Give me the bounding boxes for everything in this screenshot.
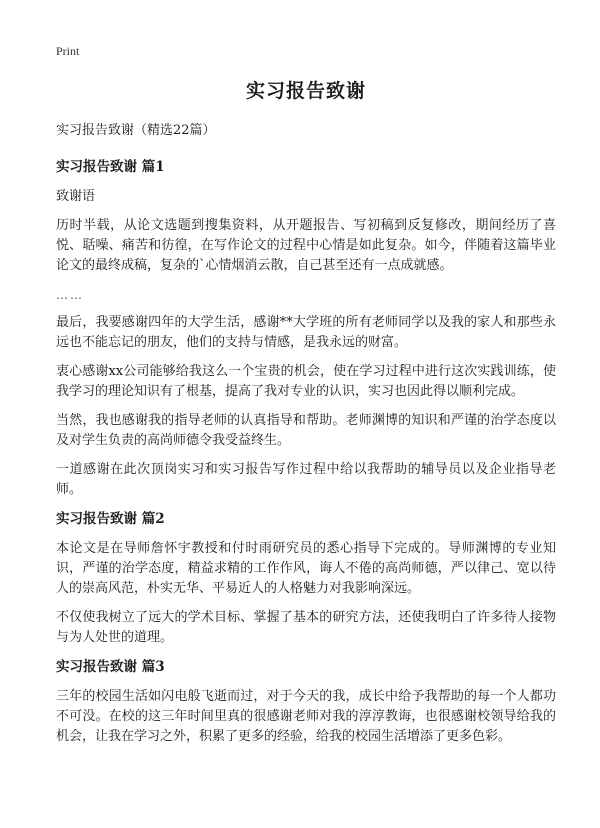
paragraph: 历时半载，从论文选题到搜集资料，从开题报告、写初稿到反复修改，期间经历了喜悦、聒噪、痛苦和彷徨，在写作论文的过程中心情是如此复杂。如今，伴随着这篇毕业论文的最终成稿，复杂的`心情烟消云散，自己甚至还有一点成就感。 — [56, 218, 556, 273]
paragraph: 一道感谢在此次顶岗实习和实习报告写作过程中给以我帮助的辅导员以及企业指导老师。 — [56, 462, 556, 497]
paragraph: 不仅使我树立了远大的学术目标、掌握了基本的研究方法，还使我明白了许多待人接物与为人处世的道理。 — [56, 610, 556, 645]
paragraph: 致谢语 — [56, 189, 96, 204]
ellipsis: …… — [56, 288, 84, 302]
section-1 — [56, 157, 556, 500]
paragraph: 衷心感谢xx公司能够给我这么一个宝贵的机会，使在学习过程中进行这次实践训练，使我学习的理论知识有了根基，提高了我对专业的认识，实习也因此得以顺利完成。 — [56, 364, 556, 399]
section-3 — [56, 657, 556, 747]
section-heading: 实习报告致谢 篇3 — [56, 659, 165, 675]
section-2 — [56, 509, 556, 648]
paragraph: 三年的校园生活如闪电般飞逝而过，对于今天的我，成长中给予我帮助的每一个人都功不可没。在校的这三年时间里真的很感谢老师对我的淳淳教诲，也很感谢校领导给我的机会，让我在学习之外，积累了更多的经验，给我的校园生活增添了更多色彩。 — [56, 689, 556, 744]
page-title: 实习报告致谢 — [245, 80, 366, 102]
document-subtitle: 实习报告致谢（精选22篇） — [56, 123, 216, 138]
paragraph: 当然，我也感谢我的指导老师的认真指导和帮助。老师渊博的知识和严谨的治学态度以及对学生负责的高尚师德令我受益终生。 — [56, 413, 556, 448]
document-page — [56, 76, 556, 756]
paragraph: 最后，我要感谢四年的大学生活，感谢**大学班的所有老师同学以及我的家人和那些永远也不能忘记的朋友，他们的支持与情感，是我永远的财富。 — [56, 315, 556, 350]
print-link[interactable]: Print — [56, 44, 80, 58]
section-heading: 实习报告致谢 篇1 — [56, 159, 165, 175]
section-heading: 实习报告致谢 篇2 — [56, 511, 165, 527]
paragraph: 本论文是在导师詹怀宇教授和付时雨研究员的悉心指导下完成的。导师渊博的专业知识，严谨的治学态度，精益求精的工作作风，诲人不倦的高尚师德，严以律己、宽以待人的崇高风范，朴实无华、平易近人的人格魅力对我影响深远。 — [56, 541, 556, 596]
